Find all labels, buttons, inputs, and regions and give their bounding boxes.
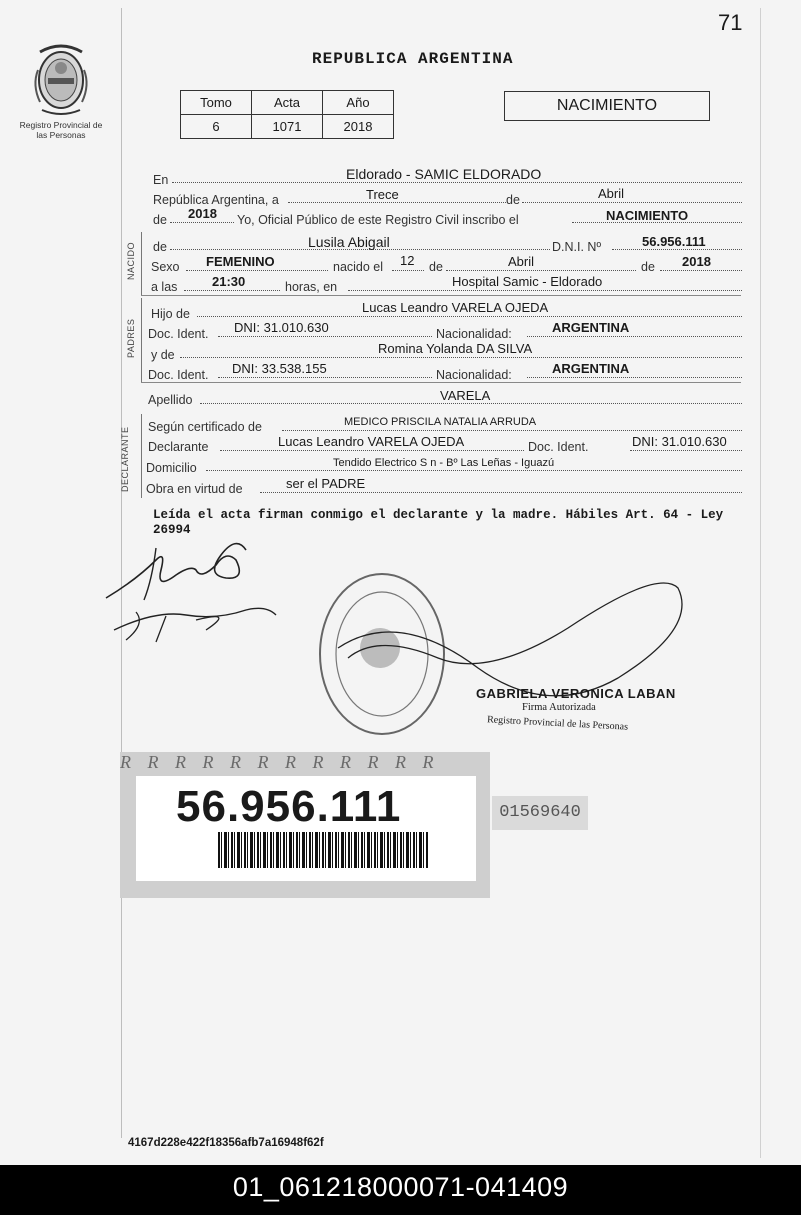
section-bracket	[141, 414, 142, 498]
capacity-value: ser el PADRE	[286, 476, 366, 491]
pattern-row: R R R R R R R R R R R R	[120, 752, 440, 772]
document-hash: 4167d228e422f18356afb7a16948f62f	[128, 1137, 324, 1149]
label-obra: Obra en virtud de	[146, 482, 243, 496]
mother-name: Romina Yolanda DA SILVA	[378, 341, 533, 356]
month-value: Abril	[598, 186, 625, 201]
header-anio: Año	[323, 91, 394, 115]
child-dni: 56.956.111	[642, 234, 706, 249]
label-nacido: nacido el	[333, 260, 384, 274]
label-declarante: Declarante	[148, 440, 209, 454]
value-tomo: 6	[181, 115, 252, 139]
birth-time: 21:30	[212, 274, 246, 289]
label-certificado: Según certificado de	[148, 420, 262, 434]
dotline	[446, 256, 636, 271]
certificate-value: MEDICO PRISCILA NATALIA ARRUDA	[344, 416, 537, 428]
label-republica: República Argentina, a	[153, 193, 279, 207]
day-value: Trece	[366, 187, 399, 202]
official-role: Firma Autorizada	[522, 702, 596, 713]
section-divider	[141, 295, 741, 296]
label-hijo: Hijo de	[151, 307, 190, 321]
dni-sticker-panel	[136, 776, 476, 881]
section-bracket	[141, 232, 142, 296]
birth-year: 2018	[682, 254, 711, 269]
mother-doc: DNI: 33.538.155	[232, 361, 327, 376]
label-doc: Doc. Ident.	[148, 368, 209, 382]
birth-day: 12	[400, 253, 415, 268]
label-doc: Doc. Ident.	[528, 440, 589, 454]
footer-identifier: 01_061218000071-041409	[0, 1165, 801, 1215]
label-nacionalidad: Nacionalidad:	[436, 368, 512, 382]
closing-statement: Leída el acta firman conmigo el declarante y la madre. Hábiles Art. 64 - Ley 26994	[153, 508, 724, 537]
registry-table	[180, 90, 394, 139]
label-oficial: Yo, Oficial Público de este Registro Civil inscribo el	[237, 213, 519, 227]
value-anio: 2018	[323, 115, 394, 139]
label-horas: horas, en	[285, 280, 338, 294]
header-acta: Acta	[252, 91, 323, 115]
side-label-padres: PADRES	[126, 318, 136, 358]
birth-place: Hospital Samic - Eldorado	[452, 274, 603, 289]
sex-value: FEMENINO	[206, 254, 275, 269]
page-number: 71	[718, 10, 743, 35]
coat-of-arms-icon	[30, 40, 92, 118]
serial-number: 01569640	[492, 796, 588, 830]
father-name: Lucas Leandro VARELA OJEDA	[362, 300, 549, 315]
birth-month: Abril	[508, 254, 535, 269]
label-yde: y de	[151, 348, 175, 362]
act-type-value: NACIMIENTO	[606, 208, 689, 223]
dotline	[522, 188, 742, 203]
right-edge-line	[760, 8, 761, 1158]
label-en: En	[153, 173, 169, 187]
declarant-doc: DNI: 31.010.630	[632, 434, 727, 449]
label-sexo: Sexo	[151, 260, 180, 274]
header-tomo: Tomo	[181, 91, 252, 115]
signature-declarant	[96, 520, 296, 650]
label-de2: de	[429, 260, 443, 274]
official-office: Registro Provincial de las Personas	[486, 714, 629, 733]
mother-nationality: ARGENTINA	[552, 361, 630, 376]
child-name: Lusila Abigail	[308, 234, 390, 250]
security-pattern	[120, 752, 490, 773]
dotline	[630, 436, 742, 451]
registry-logo	[16, 40, 106, 140]
father-nationality: ARGENTINA	[552, 320, 630, 335]
document-type-box: NACIMIENTO	[504, 91, 710, 121]
label-doc: Doc. Ident.	[148, 327, 209, 341]
side-label-nacido: NACIDO	[126, 241, 136, 280]
dni-sticker	[120, 752, 490, 898]
section-divider	[141, 382, 741, 383]
label-de2: de	[153, 213, 167, 227]
label-nacionalidad: Nacionalidad:	[436, 327, 512, 341]
label-domicilio: Domicilio	[146, 461, 197, 475]
label-apellido: Apellido	[148, 393, 193, 407]
surname-value: VARELA	[440, 388, 491, 403]
section-bracket	[141, 298, 142, 382]
label-de3: de	[641, 260, 655, 274]
value-acta: 1071	[252, 115, 323, 139]
address-value: Tendido Electrico S n - Bº Las Leñas - Iguazú	[333, 457, 555, 469]
side-label-declarante: DECLARANTE	[120, 426, 130, 492]
dni-number: 56.956.111	[176, 782, 402, 831]
declarant-name: Lucas Leandro VARELA OJEDA	[278, 434, 465, 449]
official-name: GABRIELA VERONICA LABAN	[476, 686, 676, 701]
logo-caption: Registro Provincial de las Personas	[19, 120, 103, 140]
place-value: Eldorado - SAMIC ELDORADO	[346, 166, 542, 182]
label-de: de	[153, 240, 167, 254]
country-title: REPUBLICA ARGENTINA	[312, 50, 514, 68]
barcode-icon	[218, 832, 428, 868]
label-alas: a las	[151, 280, 178, 294]
label-de: de	[506, 193, 520, 207]
year-value: 2018	[188, 206, 217, 221]
father-doc: DNI: 31.010.630	[234, 320, 329, 335]
label-dni: D.N.I. Nº	[552, 240, 602, 254]
